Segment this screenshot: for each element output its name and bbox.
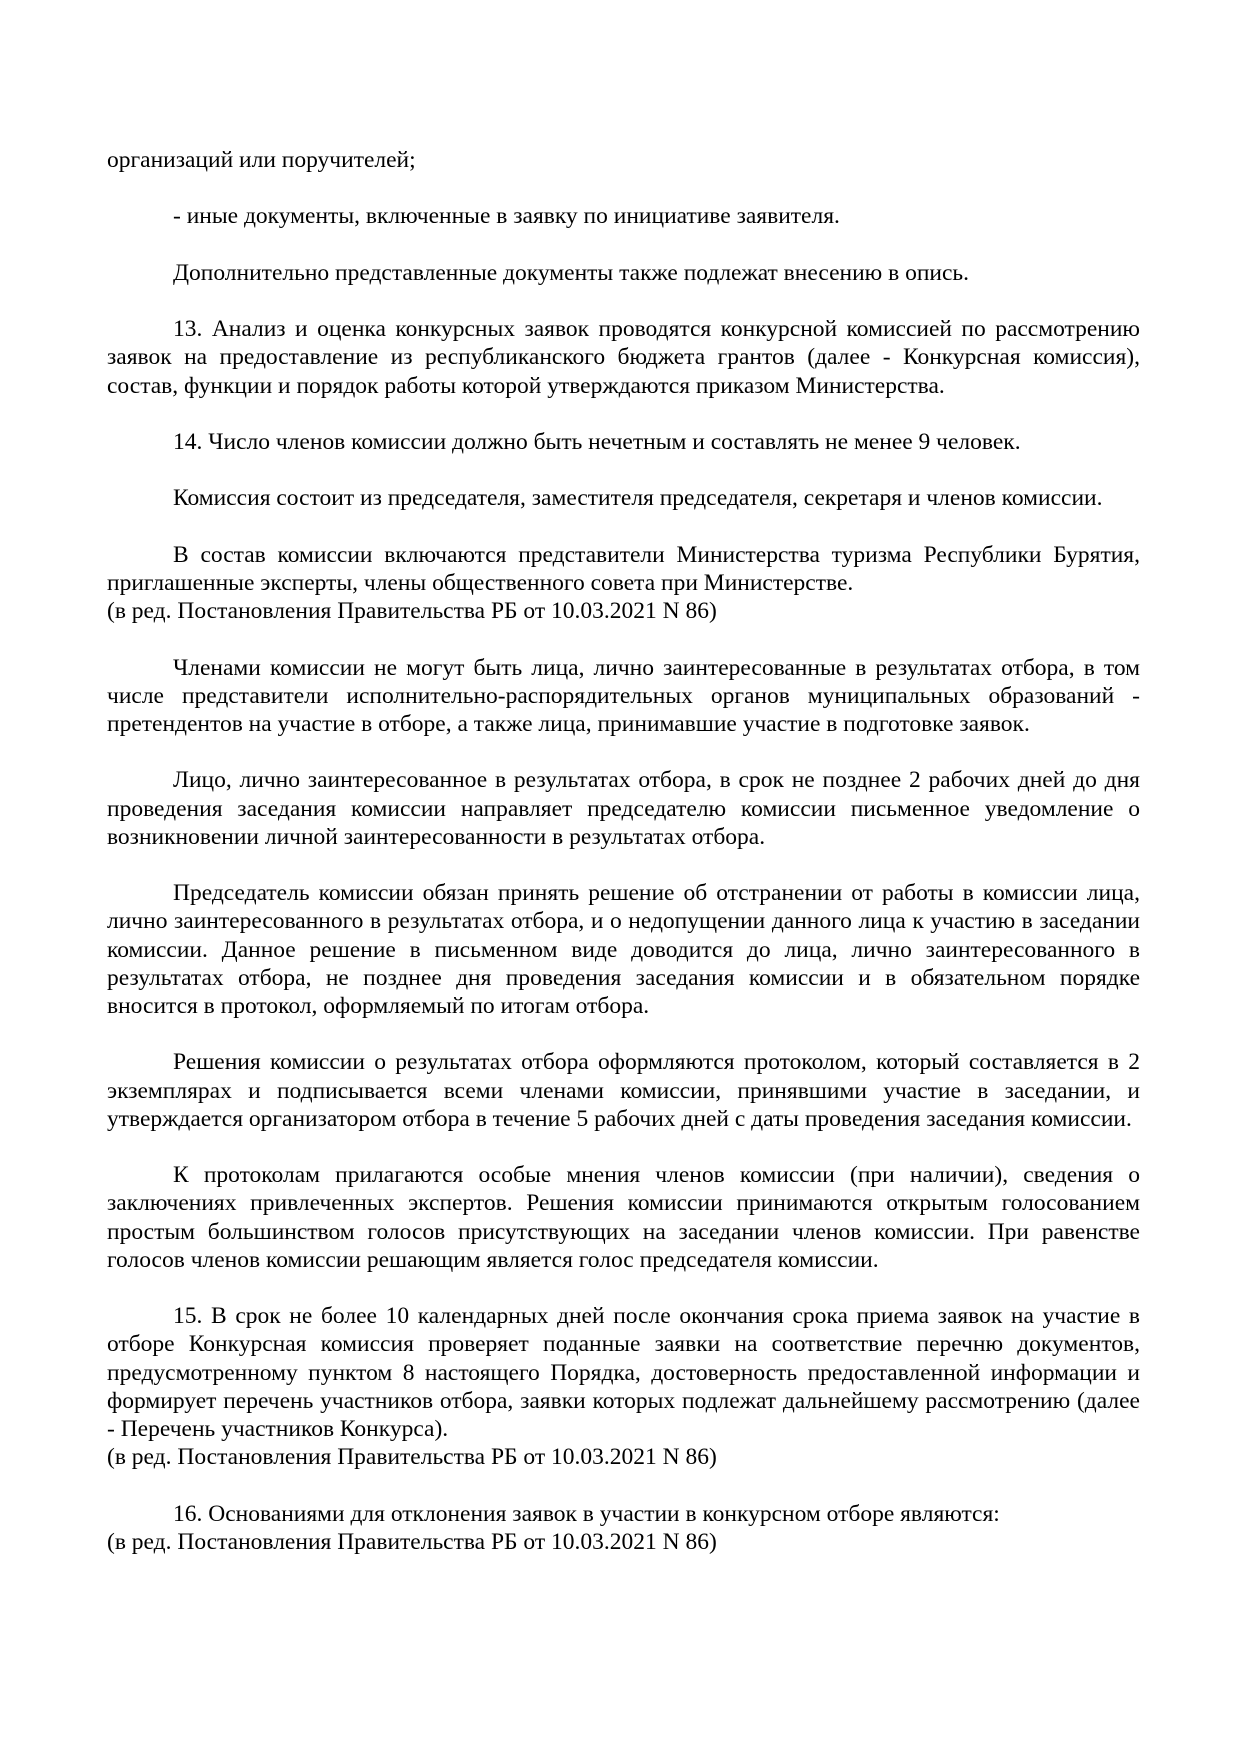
paragraph-block-item-15	[107, 1302, 1140, 1471]
paragraph-block	[107, 259, 1140, 287]
paragraph: Комиссия состоит из председателя, заместителя председателя, секретаря и членов комиссии.	[173, 485, 1103, 512]
paragraph-block	[107, 484, 1140, 512]
paragraph: К протоколам прилагаются особые мнения членов комиссии (при наличии), сведения о заключениях привлеченных экспертов. Решения комиссии принимаются открытым голосованием простым большинством голосов присутствующих на заседании членов комиссии. При равенстве голосов членов комиссии решающим является голос председателя комиссии.	[107, 1162, 1140, 1273]
paragraph: 14. Число членов комиссии должно быть нечетным и составлять не менее 9 человек.	[173, 428, 1021, 455]
amendment-note: (в ред. Постановления Правительства РБ от 10.03.2021 N 86)	[107, 1444, 717, 1471]
paragraph: Дополнительно представленные документы также подлежат внесению в опись.	[173, 259, 969, 286]
paragraph-block-item-16	[107, 1500, 1140, 1556]
paragraph: 13. Анализ и оценка конкурсных заявок проводятся конкурсной комиссией по рассмотрению заявок на предоставление из республиканского бюджета грантов (далее - Конкурсная комиссия), состав, функции и порядок работы которой утверждаются приказом Министерства.	[107, 316, 1140, 399]
paragraph: 15. В срок не более 10 календарных дней после окончания срока приема заявок на участие в отборе Конкурсная комиссия проверяет поданные заявки на соответствие перечню документов, предусмотренному пунктом 8 настоящего Порядка, достоверность предоставленной информации и формирует перечень участников отбора, заявки которых подлежат дальнейшему рассмотрению (далее - Перечень участников Конкурса).	[107, 1303, 1140, 1442]
paragraph-block	[107, 879, 1140, 1020]
amendment-note: (в ред. Постановления Правительства РБ от 10.03.2021 N 86)	[107, 598, 717, 625]
paragraph-block	[107, 1161, 1140, 1274]
paragraph-block-item-14	[107, 428, 1140, 456]
paragraph: В состав комиссии включаются представители Министерства туризма Республики Бурятия, приглашенные эксперты, члены общественного совета при Министерстве.	[107, 541, 1140, 596]
paragraph: Решения комиссии о результатах отбора оформляются протоколом, который составляется в 2 экземплярах и подписывается всеми членами комиссии, принявшими участие в заседании, и утверждается организатором отбора в течение 5 рабочих дней с даты проведения заседания комиссии.	[107, 1049, 1140, 1132]
paragraph: 16. Основаниями для отклонения заявок в участии в конкурсном отборе являются:	[173, 1500, 1000, 1527]
paragraph-block	[107, 1048, 1140, 1133]
paragraph: Членами комиссии не могут быть лица, лично заинтересованные в результатах отбора, в том числе представители исполнительно-распорядительных органов муниципальных образований - претендентов на участие в отборе, а также лица, принимавшие участие в подготовке заявок.	[107, 654, 1140, 737]
paragraph: организаций или поручителей;	[107, 147, 416, 173]
paragraph-block	[107, 654, 1140, 739]
paragraph-block-item-13	[107, 315, 1140, 400]
paragraph-block	[107, 766, 1140, 851]
paragraph-block	[107, 146, 1140, 174]
paragraph-block	[107, 541, 1140, 626]
paragraph: - иные документы, включенные в заявку по инициативе заявителя.	[173, 203, 840, 230]
paragraph: Лицо, лично заинтересованное в результатах отбора, в срок не позднее 2 рабочих дней до дня проведения заседания комиссии направляет председателю комиссии письменное уведомление о возникновении личной заинтересованности в результатах отбора.	[107, 767, 1140, 850]
paragraph-block	[107, 202, 1140, 230]
paragraph: Председатель комиссии обязан принять решение об отстранении от работы в комиссии лица, лично заинтересованного в результатах отбора, и о недопущении данного лица к участию в заседании комиссии. Данное решение в письменном виде доводится до лица, лично заинтересованного в результатах отбора, не позднее дня проведения заседания комиссии и в обязательном порядке вносится в протокол, оформляемый по итогам отбора.	[107, 880, 1140, 1019]
amendment-note: (в ред. Постановления Правительства РБ от 10.03.2021 N 86)	[107, 1528, 717, 1555]
